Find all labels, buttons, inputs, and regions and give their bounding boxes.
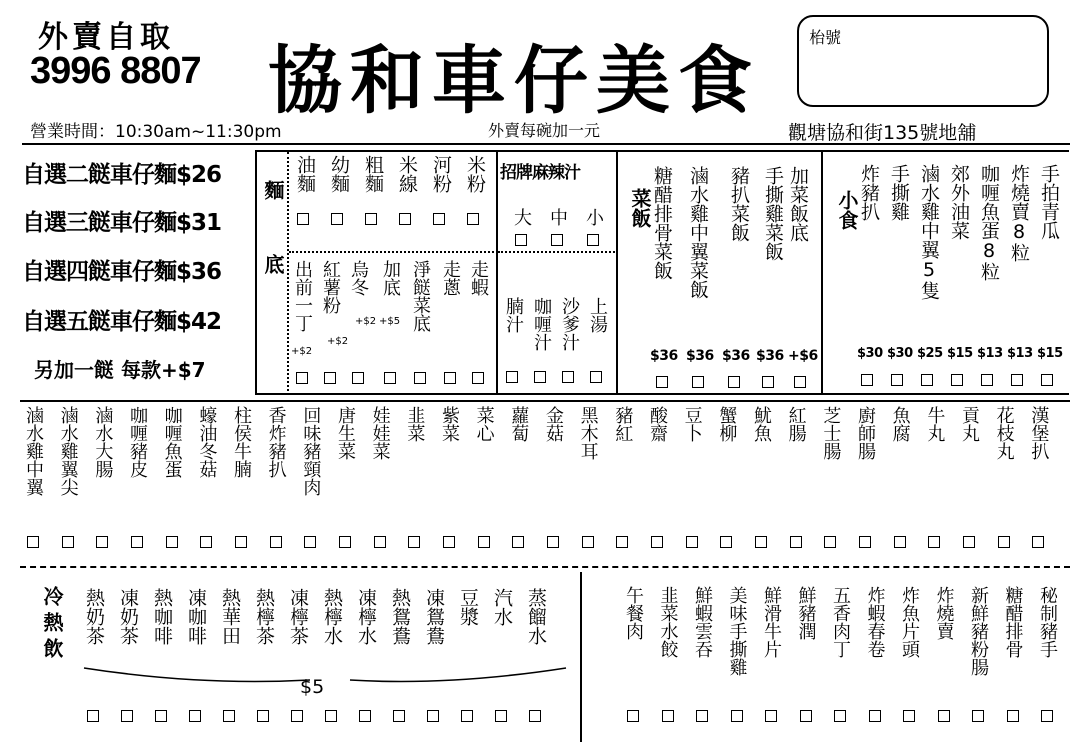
address: 觀塘協和街135號地舖 — [788, 122, 977, 144]
topping-item: 香炸豬扒 — [265, 406, 287, 478]
topping-column — [820, 406, 842, 460]
drink-checkbox[interactable] — [529, 710, 541, 722]
topping-checkbox[interactable] — [235, 536, 247, 548]
set-list — [20, 150, 252, 390]
topping-item: 柱侯牛腩 — [231, 406, 252, 478]
extra-item-column — [969, 586, 987, 676]
snack-item: 炸燒賣8粒 — [1008, 164, 1030, 262]
takeaway-label: 外賣自取 — [38, 20, 174, 55]
snack-price: $30 — [857, 346, 883, 361]
topping-checkbox[interactable] — [859, 536, 871, 548]
extra-option: 走蔥 — [440, 260, 461, 296]
topping-item: 貢丸 — [959, 406, 980, 442]
extra-item: 炸魚片頭 — [899, 586, 920, 658]
drink-column — [186, 588, 205, 645]
snack-checkbox[interactable] — [921, 374, 933, 386]
topping-column — [752, 406, 770, 442]
topping-item: 魷魚 — [751, 406, 772, 442]
topping-item: 紫菜 — [439, 406, 460, 442]
drink-column — [254, 588, 273, 645]
rice-checkbox[interactable] — [692, 376, 704, 388]
topping-checkbox[interactable] — [339, 536, 351, 548]
extra-price: +$5 — [379, 316, 401, 327]
topping-column — [371, 406, 389, 460]
sauce-checkbox[interactable] — [506, 371, 518, 383]
topping-column — [683, 406, 701, 442]
drink-checkbox[interactable] — [257, 710, 269, 722]
snack-checkbox[interactable] — [1011, 374, 1023, 386]
extra-item-column — [693, 586, 711, 658]
drink-checkbox[interactable] — [427, 710, 439, 722]
topping-column — [787, 406, 805, 442]
rice-section — [616, 150, 823, 395]
drink-item: 凍咖啡 — [185, 588, 207, 645]
topping-checkbox[interactable] — [755, 536, 767, 548]
topping-item: 唐生菜 — [335, 406, 356, 460]
topping-column — [716, 406, 738, 442]
rice-item: 加菜飯底 — [787, 166, 809, 242]
topping-checkbox[interactable] — [478, 536, 490, 548]
extra-item-column — [728, 586, 746, 676]
snack-price: $15 — [1037, 346, 1063, 361]
drink-item: 熱奶茶 — [83, 588, 105, 645]
topping-column — [1028, 406, 1050, 460]
topping-checkbox[interactable] — [547, 536, 559, 548]
set-item: 自選二餸車仔麵$26 — [22, 162, 222, 188]
extra-item-checkbox[interactable] — [834, 710, 846, 722]
topping-checkbox[interactable] — [720, 536, 732, 548]
spice-checkbox[interactable] — [587, 234, 599, 246]
extra-checkbox[interactable] — [414, 372, 426, 384]
topping-item: 蟹柳 — [716, 406, 738, 442]
drink-column — [390, 588, 409, 645]
set-item: 自選四餸車仔麵$36 — [22, 259, 222, 285]
extra-item-checkbox[interactable] — [903, 710, 915, 722]
rice-checkbox[interactable] — [762, 376, 774, 388]
extra-checkbox[interactable] — [384, 372, 396, 384]
drink-item: 熱鴛鴦 — [389, 588, 411, 645]
snack-price: $30 — [887, 346, 913, 361]
topping-column — [856, 406, 874, 460]
topping-column — [24, 406, 42, 496]
topping-checkbox[interactable] — [824, 536, 836, 548]
drink-item: 凍奶茶 — [117, 588, 139, 645]
topping-item: 咖喱魚蛋 — [161, 406, 183, 478]
noodle-checkbox[interactable] — [331, 213, 343, 225]
topping-item: 豆卜 — [681, 406, 703, 442]
drink-checkbox[interactable] — [461, 710, 473, 722]
extra-option: 淨餸菜底 — [410, 260, 431, 332]
topping-column — [163, 406, 181, 478]
extra-item-checkbox[interactable] — [938, 710, 950, 722]
drink-item: 凍鴛鴦 — [423, 588, 445, 645]
drink-column — [526, 588, 545, 645]
topping-checkbox[interactable] — [96, 536, 108, 548]
drink-column — [118, 588, 137, 645]
snack-item: 炸豬扒 — [858, 164, 880, 221]
spice-level: 大 — [511, 208, 532, 226]
topping-column — [508, 406, 530, 442]
sauce-checkbox[interactable] — [590, 371, 602, 383]
snacks-section — [821, 150, 1069, 395]
topping-item: 花枝丸 — [993, 406, 1015, 460]
extra-price: +$2 — [327, 336, 349, 347]
topping-column — [475, 406, 493, 442]
extra-item-checkbox[interactable] — [765, 710, 777, 722]
extra-item-checkbox[interactable] — [1041, 710, 1053, 722]
topping-checkbox[interactable] — [374, 536, 386, 548]
topping-checkbox[interactable] — [1032, 536, 1044, 548]
extra-item-column — [762, 586, 780, 658]
snack-checkbox[interactable] — [1041, 374, 1053, 386]
topping-column — [404, 406, 426, 442]
topping-checkbox[interactable] — [963, 536, 975, 548]
topping-column — [579, 406, 597, 460]
noodle-option: 油麵 — [294, 155, 316, 193]
sauce-option: 沙爹汁 — [559, 297, 580, 351]
drink-item: 蒸餾水 — [525, 588, 547, 645]
extra-item-column — [866, 586, 884, 658]
topping-item: 漢堡扒 — [1028, 406, 1050, 460]
rice-price: +$6 — [788, 348, 818, 364]
topping-column — [267, 406, 285, 478]
extra-item: 炸蝦春卷 — [864, 586, 886, 658]
topping-item: 黑木耳 — [577, 406, 599, 460]
table-number-box[interactable] — [797, 15, 1049, 107]
opening-hours: 營業時間：10:30am~11:30pm — [30, 122, 282, 142]
extra-item: 鮮蝦雲吞 — [692, 586, 713, 658]
spice-checkbox[interactable] — [551, 234, 563, 246]
drinks-section — [20, 572, 582, 742]
topping-checkbox[interactable] — [616, 536, 628, 548]
rice-item: 糖醋排骨菜飯 — [651, 166, 673, 280]
extra-item: 午餐肉 — [623, 586, 644, 640]
topping-checkbox[interactable] — [27, 536, 39, 548]
noodle-checkbox[interactable] — [399, 213, 411, 225]
extra-item-checkbox[interactable] — [1007, 710, 1019, 722]
topping-item: 牛丸 — [924, 406, 946, 442]
topping-column — [92, 406, 114, 478]
extra-option: 出前一丁 — [292, 260, 313, 332]
snack-price: $13 — [1007, 346, 1033, 361]
rice-item: 手撕雞菜飯 — [762, 166, 785, 261]
snack-price: $15 — [947, 346, 973, 361]
snacks-title: 小食 — [835, 190, 859, 230]
topping-column — [960, 406, 978, 442]
topping-item: 娃娃菜 — [369, 406, 391, 460]
snack-item: 手拍青瓜 — [1038, 164, 1060, 240]
sauce-title: 招牌麻辣汁 — [500, 163, 580, 183]
drink-checkbox[interactable] — [223, 710, 235, 722]
snack-checkbox[interactable] — [891, 374, 903, 386]
topping-column — [648, 406, 666, 442]
sauce-section — [496, 150, 618, 395]
topping-item: 回味豬頸肉 — [300, 406, 322, 496]
sauce-option: 腩汁 — [503, 297, 524, 333]
extra-item-checkbox[interactable] — [662, 710, 674, 722]
snack-item: 滷水雞中翼5隻 — [918, 164, 940, 300]
topping-column — [59, 406, 77, 496]
extra-item-column — [900, 586, 918, 658]
extra-item: 鮮滑牛片 — [761, 586, 782, 658]
snack-item: 咖喱魚蛋8粒 — [978, 164, 1000, 281]
snack-item: 郊外油菜 — [948, 164, 970, 240]
topping-item: 廚師腸 — [855, 406, 876, 460]
topping-checkbox[interactable] — [62, 536, 74, 548]
snack-price: $25 — [917, 346, 943, 361]
extra-item: 美味手撕雞 — [726, 586, 748, 676]
drink-item: 汽水 — [491, 588, 513, 626]
drink-item: 凍檸茶 — [287, 588, 309, 645]
extra-item-column — [935, 586, 953, 640]
topping-item: 滷水大腸 — [92, 406, 114, 478]
noodle-checkbox[interactable] — [433, 213, 445, 225]
snack-checkbox[interactable] — [861, 374, 873, 386]
topping-checkbox[interactable] — [998, 536, 1010, 548]
extra-option: 烏冬 — [348, 260, 369, 296]
rice-title: 菜飯 — [628, 188, 652, 228]
extra-price: +$2 — [355, 316, 377, 327]
noodle-checkbox[interactable] — [467, 213, 479, 225]
topping-item: 咖喱豬皮 — [127, 406, 148, 478]
noodle-option: 河粉 — [430, 155, 452, 193]
set-item: 自選五餸車仔麵$42 — [22, 309, 222, 335]
topping-column — [924, 406, 946, 442]
topping-checkbox[interactable] — [894, 536, 906, 548]
extra-item-checkbox[interactable] — [731, 710, 743, 722]
noodle-title-top: 麵 — [261, 180, 285, 200]
extra-checkbox[interactable] — [352, 372, 364, 384]
topping-checkbox[interactable] — [443, 536, 455, 548]
snack-checkbox[interactable] — [981, 374, 993, 386]
extra-item-column — [659, 586, 677, 658]
noodle-option: 米線 — [396, 155, 418, 193]
topping-item: 芝士腸 — [820, 406, 842, 460]
extra-checkbox[interactable] — [296, 372, 308, 384]
topping-column — [440, 406, 458, 442]
drink-checkbox[interactable] — [291, 710, 303, 722]
drink-checkbox[interactable] — [87, 710, 99, 722]
topping-item: 魚腐 — [889, 406, 911, 442]
rice-checkbox[interactable] — [794, 376, 806, 388]
extra-item-column — [624, 586, 642, 640]
extra-item-checkbox[interactable] — [627, 710, 639, 722]
noodle-option: 米粉 — [464, 155, 486, 193]
extra-item: 秘制豬手 — [1037, 586, 1058, 658]
drink-item: 豆漿 — [457, 588, 479, 626]
spice-checkbox[interactable] — [515, 234, 527, 246]
noodle-checkbox[interactable] — [365, 213, 377, 225]
topping-item: 滷水雞翼尖 — [57, 406, 79, 496]
drink-item: 凍檸水 — [355, 588, 377, 645]
extra-option: 走蝦 — [468, 260, 489, 296]
snack-item: 手撕雞 — [888, 164, 910, 221]
drink-item: 熱檸茶 — [253, 588, 275, 645]
drink-item: 熱華田 — [219, 588, 241, 645]
noodle-checkbox[interactable] — [297, 213, 309, 225]
extra-item: 韭菜水餃 — [657, 586, 679, 658]
drink-checkbox[interactable] — [393, 710, 405, 722]
extra-topping-price: 另加一餸 每款+$7 — [34, 358, 206, 382]
topping-checkbox[interactable] — [686, 536, 698, 548]
rice-checkbox[interactable] — [656, 376, 668, 388]
rice-item: 豬扒菜飯 — [728, 166, 751, 242]
extra-option: 紅薯粉 — [320, 260, 341, 314]
topping-item: 紅腸 — [785, 406, 807, 442]
sauce-option: 上湯 — [587, 297, 608, 333]
topping-checkbox[interactable] — [270, 536, 282, 548]
topping-item: 金菇 — [543, 406, 564, 442]
extra-item: 五香肉丁 — [830, 586, 851, 658]
topping-item: 豬紅 — [612, 406, 634, 442]
topping-item: 韭菜 — [404, 406, 426, 442]
extra-item: 炸燒賣 — [933, 586, 955, 640]
extra-item-column — [831, 586, 849, 658]
drink-checkbox[interactable] — [155, 710, 167, 722]
topping-column — [612, 406, 634, 442]
shop-name: 協和車仔美食 — [268, 38, 760, 124]
extra-item-checkbox[interactable] — [800, 710, 812, 722]
drink-column — [288, 588, 307, 645]
noodle-title-bottom: 底 — [261, 254, 285, 274]
topping-item: 酸齋 — [647, 406, 668, 442]
drink-checkbox[interactable] — [189, 710, 201, 722]
drinks-title: 冷熱飲 — [40, 586, 64, 664]
rice-price: $36 — [722, 348, 750, 364]
extra-checkbox[interactable] — [472, 372, 484, 384]
topping-checkbox[interactable] — [200, 536, 212, 548]
topping-item: 菜心 — [473, 406, 495, 442]
topping-checkbox[interactable] — [512, 536, 524, 548]
drink-column — [424, 588, 443, 645]
extra-checkbox[interactable] — [324, 372, 336, 384]
drink-checkbox[interactable] — [359, 710, 371, 722]
drink-checkbox[interactable] — [495, 710, 507, 722]
drink-checkbox[interactable] — [121, 710, 133, 722]
extra-checkbox[interactable] — [444, 372, 456, 384]
topping-column — [232, 406, 250, 478]
extra-option: 加底 — [380, 260, 401, 296]
topping-item: 蘿蔔 — [508, 406, 530, 442]
drink-column — [84, 588, 103, 645]
extra-price: +$2 — [291, 346, 313, 357]
drink-checkbox[interactable] — [325, 710, 337, 722]
sauce-checkbox[interactable] — [562, 371, 574, 383]
extra-item-checkbox[interactable] — [869, 710, 881, 722]
noodle-option: 粗麵 — [362, 155, 384, 193]
topping-column — [995, 406, 1013, 460]
extra-items-section — [616, 572, 1070, 742]
topping-column — [891, 406, 909, 442]
topping-checkbox[interactable] — [928, 536, 940, 548]
noodle-base-section — [255, 150, 498, 395]
rice-price: $36 — [686, 348, 714, 364]
drink-column — [220, 588, 239, 645]
topping-item: 滷水雞中翼 — [23, 406, 44, 496]
snack-checkbox[interactable] — [951, 374, 963, 386]
topping-checkbox[interactable] — [582, 536, 594, 548]
drink-item: 熱咖啡 — [151, 588, 173, 645]
drinks-price-bracket — [80, 664, 570, 704]
topping-checkbox[interactable] — [790, 536, 802, 548]
drink-item: 熱檸水 — [321, 588, 343, 645]
drinks-price: $5 — [300, 676, 325, 698]
drink-column — [322, 588, 341, 645]
topping-column — [196, 406, 218, 478]
extra-item-column — [1038, 586, 1056, 658]
extra-item: 鮮豬潤 — [795, 586, 817, 640]
topping-checkbox[interactable] — [408, 536, 420, 548]
table-number-label: 枱號 — [809, 28, 842, 47]
sauce-option: 咖喱汁 — [531, 297, 552, 351]
topping-column — [544, 406, 562, 442]
topping-column — [300, 406, 322, 496]
rice-item: 滷水雞中翼菜飯 — [687, 166, 709, 299]
takeaway-note: 外賣每碗加一元 — [488, 121, 601, 140]
snack-price: $13 — [977, 346, 1003, 361]
noodle-option: 幼麵 — [328, 155, 350, 193]
spice-level: 中 — [547, 208, 568, 226]
rice-price: $36 — [756, 348, 784, 364]
topping-checkbox[interactable] — [166, 536, 178, 548]
topping-checkbox[interactable] — [131, 536, 143, 548]
drink-column — [356, 588, 375, 645]
drink-column — [458, 588, 477, 626]
spice-level: 小 — [583, 208, 604, 226]
rice-price: $36 — [650, 348, 678, 364]
extra-item: 糖醋排骨 — [1002, 586, 1024, 658]
drink-column — [152, 588, 171, 645]
drink-column — [492, 588, 511, 626]
topping-column — [336, 406, 354, 460]
sauce-checkbox[interactable] — [534, 371, 546, 383]
extra-item-column — [1004, 586, 1022, 658]
topping-column — [128, 406, 146, 478]
extra-item-column — [797, 586, 815, 640]
topping-checkbox[interactable] — [304, 536, 316, 548]
extra-item: 新鮮豬粉腸 — [968, 586, 989, 676]
extra-item-checkbox[interactable] — [696, 710, 708, 722]
phone-number: 3996 8807 — [30, 50, 201, 92]
rice-checkbox[interactable] — [728, 376, 740, 388]
topping-item: 蠔油冬菇 — [196, 406, 218, 478]
toppings-section — [20, 406, 1070, 556]
extra-item-checkbox[interactable] — [972, 710, 984, 722]
topping-checkbox[interactable] — [651, 536, 663, 548]
set-item: 自選三餸車仔麵$31 — [22, 210, 222, 236]
